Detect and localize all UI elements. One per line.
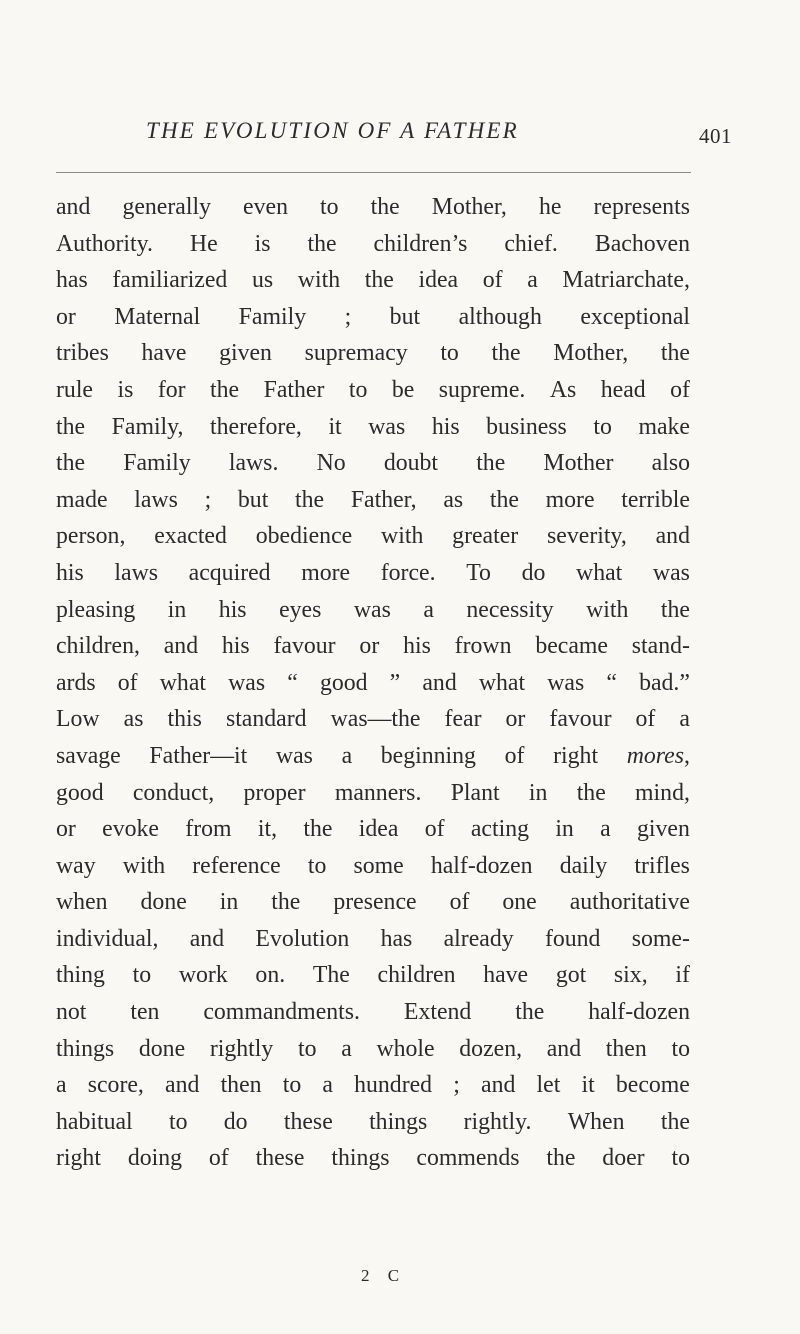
word: severity, xyxy=(547,523,627,550)
word: tribes xyxy=(56,340,109,367)
word: of xyxy=(117,669,138,696)
text-line xyxy=(56,665,690,702)
word: children’s xyxy=(373,230,468,257)
word: was xyxy=(275,742,313,769)
word: got xyxy=(555,962,587,989)
word: is xyxy=(117,376,134,403)
word: the xyxy=(546,1145,576,1172)
word: is xyxy=(254,230,271,257)
word: dozen, xyxy=(459,1035,523,1062)
word: half-dozen xyxy=(588,999,690,1026)
running-title: THE EVOLUTION OF A FATHER xyxy=(146,118,519,143)
word: his xyxy=(221,633,250,660)
word: To xyxy=(466,559,491,586)
word: a xyxy=(679,706,690,733)
text-line xyxy=(56,482,690,519)
text-line xyxy=(56,226,690,263)
word: then xyxy=(605,1035,647,1062)
text-line xyxy=(56,921,690,958)
word: doubt xyxy=(383,450,439,477)
word: of xyxy=(449,889,470,916)
text-line xyxy=(56,445,690,482)
text-line xyxy=(56,1067,690,1104)
word: Family, xyxy=(111,413,184,440)
word: the xyxy=(295,486,325,513)
text-line xyxy=(56,628,690,665)
word: has xyxy=(56,267,88,294)
word: a xyxy=(56,1072,67,1099)
word: savage xyxy=(56,742,121,769)
word: frown xyxy=(454,633,512,660)
word: proper xyxy=(243,779,306,806)
word: as xyxy=(443,486,464,513)
word: Mother, xyxy=(553,340,629,367)
text-line xyxy=(56,701,690,738)
text-line xyxy=(56,957,690,994)
word: the xyxy=(56,413,86,440)
word: acting xyxy=(470,816,529,843)
word: fear xyxy=(444,706,482,733)
word: or xyxy=(56,816,76,843)
word: was xyxy=(353,596,391,623)
word: work xyxy=(178,962,228,989)
word: laws xyxy=(134,486,178,513)
word: the xyxy=(271,889,301,916)
word: his xyxy=(218,596,247,623)
word: supremacy xyxy=(304,340,408,367)
word: the xyxy=(364,267,394,294)
word: hundred xyxy=(354,1072,433,1099)
word: in xyxy=(167,596,187,623)
word: of xyxy=(424,816,445,843)
text-line xyxy=(56,372,690,409)
word: reference xyxy=(192,852,281,879)
word: favour xyxy=(273,633,336,660)
word: Extend xyxy=(403,999,472,1026)
word: have xyxy=(141,340,187,367)
word: habitual xyxy=(56,1108,133,1135)
word: do xyxy=(223,1108,248,1135)
word: to xyxy=(282,1072,302,1099)
word: necessity xyxy=(466,596,554,623)
word: of xyxy=(208,1145,229,1172)
word: from xyxy=(185,816,232,843)
word: mind, xyxy=(635,779,690,806)
running-head xyxy=(0,118,800,162)
word: commends xyxy=(416,1145,520,1172)
word: daily xyxy=(559,852,608,879)
word: the xyxy=(660,596,690,623)
word: the xyxy=(660,1108,690,1135)
word: He xyxy=(189,230,218,257)
word: has xyxy=(380,925,413,952)
word: the xyxy=(210,376,240,403)
word: in xyxy=(219,889,239,916)
word: the xyxy=(489,486,519,513)
text-line xyxy=(56,299,690,336)
word: although xyxy=(458,303,542,330)
word: these xyxy=(283,1108,333,1135)
text-line xyxy=(56,738,690,775)
word: thing xyxy=(56,962,105,989)
word: or xyxy=(359,633,380,660)
word: his xyxy=(431,413,460,440)
word: as xyxy=(123,706,144,733)
word: of xyxy=(504,742,525,769)
word: favour xyxy=(549,706,612,733)
word: was xyxy=(652,559,690,586)
word: ards xyxy=(56,669,96,696)
word: and xyxy=(165,1072,200,1099)
word: laws xyxy=(114,559,159,586)
word: the xyxy=(515,999,545,1026)
word: rule xyxy=(56,376,93,403)
word: to xyxy=(440,340,459,367)
word: of xyxy=(482,267,503,294)
word: children xyxy=(377,962,456,989)
word: when xyxy=(56,889,108,916)
word: and xyxy=(189,925,225,952)
word: to xyxy=(132,962,152,989)
word: the xyxy=(370,194,400,220)
word: head xyxy=(600,376,646,403)
word: done xyxy=(140,889,187,916)
word: but xyxy=(389,303,421,330)
word: with xyxy=(381,523,424,550)
word: with xyxy=(586,596,629,623)
word: the xyxy=(476,450,506,477)
word: more xyxy=(545,486,595,513)
word: the xyxy=(491,340,521,367)
word: and xyxy=(163,633,199,660)
word: Matriarchate, xyxy=(562,267,690,294)
word: laws. xyxy=(228,450,279,477)
word: greater xyxy=(452,523,519,550)
word: have xyxy=(483,962,529,989)
word: whole xyxy=(376,1035,435,1062)
text-line xyxy=(56,592,690,629)
word: obedience xyxy=(255,523,353,550)
word: already xyxy=(443,925,514,952)
word: children, xyxy=(56,633,140,660)
word: even xyxy=(243,194,288,220)
word: No xyxy=(316,450,346,477)
word: was—the xyxy=(330,706,421,733)
word: not xyxy=(56,999,87,1026)
word: and xyxy=(546,1035,582,1062)
word: a xyxy=(341,742,353,769)
text-line xyxy=(56,189,690,226)
text-line xyxy=(56,1104,690,1141)
word: commandments. xyxy=(203,999,360,1026)
word: became xyxy=(535,633,608,660)
word: with xyxy=(122,852,166,879)
word: manners. xyxy=(334,779,422,806)
word: exacted xyxy=(154,523,227,550)
text-line xyxy=(56,518,690,555)
word: with xyxy=(297,267,341,294)
word: it xyxy=(328,413,342,440)
text-line xyxy=(56,335,690,372)
word: also xyxy=(651,450,690,477)
word: half-dozen xyxy=(430,852,533,879)
word: acquired xyxy=(188,559,271,586)
word: chief. xyxy=(504,230,558,257)
word: Family xyxy=(238,303,307,330)
word: Father, xyxy=(350,486,417,513)
word: given xyxy=(637,816,690,843)
word: a xyxy=(527,267,538,294)
word: generally xyxy=(122,194,211,220)
word: evoke xyxy=(102,816,159,843)
word: then xyxy=(220,1072,262,1099)
word: a xyxy=(600,816,611,843)
word: rightly. xyxy=(463,1108,532,1135)
word: of xyxy=(670,376,690,403)
word: person, xyxy=(56,523,126,550)
word: score, xyxy=(87,1072,144,1099)
word: the xyxy=(56,450,86,477)
word: and xyxy=(422,669,457,696)
word: to xyxy=(671,1035,690,1062)
word: idea xyxy=(418,267,459,294)
word: us xyxy=(251,267,274,294)
word: more xyxy=(301,559,351,586)
word: in xyxy=(528,779,548,806)
word: make xyxy=(638,413,690,440)
word: beginning xyxy=(380,742,476,769)
word: it, xyxy=(257,816,278,843)
signature-mark: 2 C xyxy=(361,1266,407,1285)
word: ; xyxy=(344,303,352,330)
word: he xyxy=(538,194,562,220)
word: way xyxy=(56,852,96,879)
word: given xyxy=(219,340,272,367)
word: ” xyxy=(389,669,401,696)
word: and xyxy=(481,1072,516,1099)
word: familiarized xyxy=(112,267,228,294)
word: things xyxy=(369,1108,428,1135)
word: some xyxy=(353,852,404,879)
word: presence xyxy=(333,889,417,916)
word: a xyxy=(423,596,434,623)
word: made xyxy=(56,486,108,513)
word: for xyxy=(157,376,186,403)
word: done xyxy=(138,1035,186,1062)
word: good xyxy=(319,669,368,696)
text-line xyxy=(56,811,690,848)
word: Mother xyxy=(543,450,614,477)
header-rule xyxy=(56,172,691,173)
word: pleasing xyxy=(56,596,136,623)
word: was xyxy=(368,413,406,440)
text-line xyxy=(56,775,690,812)
word: to xyxy=(307,852,327,879)
word: Low xyxy=(56,706,100,733)
word: to xyxy=(297,1035,317,1062)
word: rightly xyxy=(209,1035,274,1062)
word: good xyxy=(56,779,104,806)
word: or xyxy=(56,303,76,330)
word: these xyxy=(255,1145,305,1172)
word: do xyxy=(521,559,546,586)
word: Evolution xyxy=(255,925,350,952)
text-line xyxy=(56,409,690,446)
word: of xyxy=(635,706,656,733)
word: in xyxy=(555,816,574,843)
word: conduct, xyxy=(132,779,215,806)
word: force. xyxy=(380,559,436,586)
word: therefore, xyxy=(210,413,302,440)
word: things xyxy=(56,1035,115,1062)
word: represents xyxy=(593,194,690,220)
word: on. xyxy=(255,962,286,989)
word: was xyxy=(547,669,585,696)
word: “ xyxy=(287,669,298,696)
text-line xyxy=(56,262,690,299)
word: exceptional xyxy=(580,303,690,330)
text-line xyxy=(56,1031,690,1068)
word: standard xyxy=(225,706,307,733)
word: but xyxy=(237,486,269,513)
word: Bachoven xyxy=(594,230,690,257)
word: individual, xyxy=(56,925,159,952)
word: the xyxy=(307,230,337,257)
word: Mother, xyxy=(431,194,507,220)
word: to xyxy=(671,1145,690,1172)
word: what xyxy=(159,669,206,696)
word: the xyxy=(576,779,606,806)
body-text xyxy=(56,189,690,1177)
word: his xyxy=(56,559,84,586)
word: to xyxy=(593,413,612,440)
word: “ xyxy=(606,669,617,696)
word: some- xyxy=(631,925,690,952)
word: business xyxy=(486,413,567,440)
text-line xyxy=(56,848,690,885)
word: was xyxy=(228,669,266,696)
word: to xyxy=(348,376,368,403)
word: mores, xyxy=(626,742,690,769)
word: Father xyxy=(263,376,325,403)
word: what xyxy=(576,559,623,586)
page-number: 401 xyxy=(699,124,732,148)
word: one xyxy=(502,889,537,916)
word: ; xyxy=(204,486,212,513)
word: and xyxy=(655,523,690,550)
word: this xyxy=(167,706,202,733)
word: what xyxy=(478,669,526,696)
word: authoritative xyxy=(569,889,690,916)
word: right xyxy=(56,1145,101,1172)
word: or xyxy=(505,706,526,733)
text-line xyxy=(56,555,690,592)
word: eyes xyxy=(279,596,322,623)
word: right xyxy=(553,742,599,769)
word: the xyxy=(303,816,333,843)
word: Maternal xyxy=(114,303,201,330)
word: found xyxy=(544,925,601,952)
word: trifles xyxy=(634,852,690,879)
word: become xyxy=(615,1072,690,1099)
text-line xyxy=(56,884,690,921)
word: it xyxy=(581,1072,595,1099)
word: six, xyxy=(613,962,648,989)
word: idea xyxy=(358,816,399,843)
word: Father—it xyxy=(149,742,248,769)
word: a xyxy=(322,1072,333,1099)
word: doer xyxy=(602,1145,645,1172)
word: doing xyxy=(127,1145,183,1172)
word: terrible xyxy=(621,486,690,513)
word: The xyxy=(312,962,350,989)
word: a xyxy=(341,1035,352,1062)
word: to xyxy=(168,1108,188,1135)
word: ; xyxy=(453,1072,460,1099)
word: his xyxy=(403,633,431,660)
text-line xyxy=(56,994,690,1031)
word: let xyxy=(536,1072,561,1099)
text-line xyxy=(56,1140,690,1177)
word: if xyxy=(675,962,690,989)
word: ten xyxy=(130,999,160,1026)
word: be xyxy=(391,376,415,403)
word: things xyxy=(331,1145,390,1172)
word: to xyxy=(320,194,339,220)
word: When xyxy=(567,1108,625,1135)
word: and xyxy=(56,194,91,220)
word: bad.” xyxy=(639,669,690,696)
word: Authority. xyxy=(56,230,153,257)
word: As xyxy=(549,376,577,403)
word: Family xyxy=(123,450,191,477)
word: supreme. xyxy=(438,376,526,403)
word: stand- xyxy=(631,633,690,660)
word: the xyxy=(660,340,690,367)
word: Plant xyxy=(450,779,500,806)
